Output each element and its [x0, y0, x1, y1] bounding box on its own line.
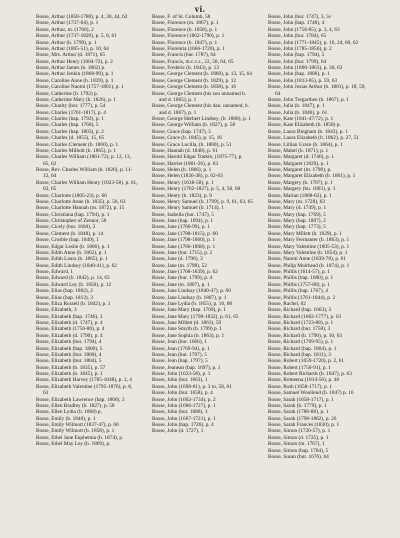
- index-entry: Bosse, Elizabeth (b. 1845), p. 1: [36, 371, 103, 377]
- index-entry: Bosse, Catherine (b. 1792) p.: [36, 90, 98, 97]
- index-entry: Bosse, John (bur. 1658), p. 4: [152, 390, 213, 397]
- index-entry: Bosse, Jane Lindsay (b. 1867), p. 1: [152, 294, 227, 301]
- index-entry: Bosse, Grace (bap. 1747), 5: [152, 128, 211, 135]
- index-entry: Bosse, Jane (m. 1807), p. 1: [152, 281, 210, 288]
- index-entry: Bosse, Phillis (1761-1844), p. 2: [268, 294, 336, 301]
- index-entry: Bosse, John (1800-1863), p. 30, 63: [268, 65, 343, 71]
- index-entry: Bosse, Caroline Naomi (1757-1801), p. 1: [36, 84, 124, 91]
- index-entry: Bosse, Richard (bur. 1758), 3: [268, 326, 331, 333]
- index-entry: Bosse, Eliza Russell (b. 1842), p. 1: [36, 300, 111, 307]
- index-entry: Bosse, Richard (1769-95), p. 1: [268, 339, 334, 346]
- index-entry: Bosse, Arthur Henry (1804-72), p. 2: [36, 58, 113, 65]
- index-entry: Bosse, Edward Ley (b. 1850), p. 12: [36, 281, 112, 288]
- index-entry: Bosse, Elias (bap. 1802), 2: [36, 288, 93, 295]
- index-entry: Bosse, Arthur (1805-51), p. 10, 64: [36, 45, 109, 52]
- index-entry: Bosse, Edith Anne (b. 1862), p. 1: [36, 249, 107, 256]
- index-entry: Bosse, Mary (bap. 1773), 5: [268, 224, 326, 231]
- index-entry: Bosse, Ellen Lydia (b. 1868) p.: [36, 409, 102, 416]
- index-entry: Bosse, Charlotte Hannah (m. 1872), p. 15: [36, 205, 125, 212]
- index-entry: Bosse, Jane (d. 1796), 3: [152, 256, 203, 263]
- index-entry: Bosse, Arthur Jenkin (1868-99), p. 1: [36, 71, 114, 78]
- index-entry: Bosse, Helen (1836-38), p. 62-63: [152, 173, 223, 180]
- index-entry: Bosse, Jane (1788-1815), p. 60: [152, 230, 218, 237]
- index-entry: Bosse, Christiana (bap. 1794), p. 1: [36, 211, 110, 218]
- index-entry: Bosse, Robert Richards (b. 1847), p. 63: [268, 371, 352, 377]
- index-entry: Bosse, Jane (1766-1808), p. 1: [152, 243, 216, 250]
- index-entry: Bosse, Elizabeth (b. 1835), p. 57: [36, 364, 106, 371]
- index-entry: Bosse, Cicely (bur. 1660), 2: [36, 224, 96, 231]
- index-entry: Bosse, Richard (bap. 1811), 3: [268, 351, 331, 358]
- index-entry: Bosse, Harriet (1801-26), p. 63: [152, 160, 219, 167]
- index-entry: Bosse, Laura Bingham (b. 1843), p. 1: [268, 128, 348, 135]
- index-entry: Bosse, Christopher of Zennor, 58: [36, 218, 107, 224]
- index-entry: Bosse, Jane (1768-1839), p. 62: [152, 269, 218, 275]
- index-entry: Bosse, John (1813-65), p. 59, 63: [268, 77, 338, 84]
- index-entry: Bosse, Margaret (d. 1746), p. 1: [268, 154, 334, 161]
- index-entry: Bosse, Simon (m. 1767), 1: [268, 441, 325, 448]
- index-entry: Bosse, John (bur. 1799), 64: [268, 58, 327, 65]
- index-entry: Bosse, Jane Mary (bap. 1769), p. 1: [152, 307, 226, 314]
- index-column-1: [36, 14, 138, 536]
- index-entry: Bosse, John (bap. 1748), 4: [268, 20, 325, 27]
- index-entry: Bosse, Laura Elizabeth (b. 1862), p. 27, 51: [268, 135, 359, 142]
- index-entry: Bosse, Jane (bap. 1694), p. 1: [152, 218, 214, 224]
- index-entry: Bosse, Phillis (bap. 1680), p. 1: [268, 275, 334, 282]
- index-entry: Bosse, Grace (b. 1845), p. 15, 16: [152, 135, 222, 142]
- index-entry: Bosse, Robert (1756-91), p. 1: [268, 364, 331, 371]
- index-entry: Bosse, Jean (bap. 1797), 5: [152, 358, 208, 365]
- index-entry: Bosse, Elizabeth (d. 1747), p. 4: [36, 320, 103, 326]
- index-entry: Bosse, George William (b. 1827), p. 58: [152, 122, 236, 129]
- index-entry: Bosse, Elizabeth (bap. 1800), 5: [36, 345, 103, 352]
- index-entry: Bosse, Charles Clement (b. 1860), p. 1: [36, 141, 119, 148]
- index-entry: Bosse, Richard (1723-88), p. 1: [268, 320, 334, 326]
- index-entry: Bosse, Jane (m. 1798), 52: [152, 262, 207, 269]
- index-entry: Bosse, Elizabeth, 3: [36, 307, 77, 314]
- index-entry: Bosse, Elizabeth (d. 1790), p. 4: [36, 332, 103, 339]
- index-entry: Bosse, John (1623-58), p. 1: [152, 371, 211, 377]
- index-entry: Bosse, Mary Fermanter (b. 1863), p. 1: [268, 237, 350, 244]
- index-entry: Bosse, John Josias Arthur (b. 1801), p. 18, 59, 64: [268, 84, 366, 97]
- index-entry: Bosse, Ethel May Ley (b. 1869), p.: [36, 441, 111, 448]
- index-entry: Bosse, Harold Edgar Tonkin, (1875-77), p.: [152, 154, 243, 161]
- index-entry: Bosse, Elizabeth (1756-80), p. 4: [36, 326, 105, 333]
- index-entry: Bosse, George Clement (b. 1829), p. 12: [152, 77, 237, 84]
- index-entry: Bosse, George Clement (b. 1838), p. 16: [152, 84, 237, 91]
- index-entry: Bosse, Jane Lydia (b. 1855), p. 16, 68: [152, 300, 233, 307]
- index-entry: Bosse, Caroline Anne (b. 1839), p. 1: [36, 77, 114, 84]
- index-entry: Bosse, Marian (1808-62), p. 1: [268, 192, 332, 199]
- index-entry: Bosse, Rachel, 62: [268, 300, 306, 307]
- index-entry: Bosse, Jean (1769-94), p. 1: [152, 345, 210, 352]
- index-entry: Bosse, Henry (1638-58), p. 1: [152, 179, 214, 186]
- index-entry: Bosse, Robert (1659-1720), p. 2, 61: [268, 358, 345, 365]
- index-entry: Bosse, Charles William Henry (1823-58), p. 61, 62, 65: [36, 179, 138, 193]
- index-entry: Bosse, Simon (1720-57), p. 1: [268, 428, 331, 435]
- index-entry: Bosse, Emily Wilmott (1837-47), p. 60: [36, 422, 119, 428]
- index-entry: Bosse, Richard (1682-1777), p. 63: [268, 313, 342, 320]
- index-entry: Bosse, Jane (1798-1860), p. 1: [152, 237, 216, 244]
- index-entry: Bosse, John (bap. 1794), 5: [268, 52, 325, 59]
- index-entry: Bosse, Jeanean (bap. 1697), p. 1: [152, 364, 221, 371]
- index-entry: Bosse, Phillis (1614-57), p. 1: [268, 269, 330, 275]
- index-entry: Bosse, Henry Samuel (b. 1799), p. 9, 61, 63, 65: [152, 198, 253, 205]
- index-entry: Bosse, Isabella (bur. 1747), 5: [152, 211, 214, 218]
- index-entry: Bosse, Grace Lucilla, (b. 1860), p. 51: [152, 141, 232, 148]
- index-columns: [36, 14, 370, 536]
- index-entry: Bosse, Samuel Woollend (b. 1847) p. 16: [268, 390, 354, 397]
- index-entry: Bosse, Jean (bur. 1797), 5: [152, 351, 207, 358]
- index-entry: Bosse, Elizabeth (bur. 1794), 4: [36, 339, 102, 346]
- index-entry: Bosse, Edward, 1: [36, 269, 74, 275]
- index-entry: Bosse, Charles (d. 1855), 15, 65: [36, 135, 105, 142]
- index-entry: Bosse, Mary Millett (b. 1829), p. 1: [268, 230, 342, 237]
- index-entry: Bosse, Emily Wilmott (b. 1858), p. 1: [36, 428, 115, 435]
- index-entry: Bosse, George Clement (his dau. unnamed, b. and d. 1867), p. 1: [152, 103, 249, 116]
- index-entry: Bosse, John (bur. 1663), 1: [152, 377, 208, 384]
- index-entry: Bosse, Henry Samuel (b. 1714), 1: [152, 205, 224, 212]
- index-entry: Bosse, Henry (b. 1823), p. 9: [152, 192, 212, 199]
- index-entry: Bosse, John (bur. 1747), 3, 5v: [268, 14, 332, 20]
- index-entry: Bosse, Simon (d. 1725), p. 1: [268, 434, 329, 441]
- index-entry: Bosse, Helen (b. 1866), p. 1: [152, 167, 212, 173]
- index-entry: Bosse, John (1785-1856), p. 2: [268, 45, 332, 52]
- index-entry: Bosse, Jane Mary (1798-1832), p. 61, 65: [152, 313, 239, 320]
- index-entry: Bosse, Edith Lindsey (1840-41), p. 62: [36, 262, 117, 269]
- index-entry: Bosse, Ethel Jane Euphemia (b. 1874), p.: [36, 434, 124, 441]
- index-entry: Bosse, John (1662-1734), p. 2: [152, 396, 216, 403]
- index-entry: Bosse, Arthur (1858-1780), p. 4, 30, 44, 62: [36, 14, 128, 20]
- index-entry: Bosse, Mary Valentine (1805-53), p. 1: [268, 243, 350, 250]
- index-entry: Bosse, Catherine Mary (b. 1826), p. 1: [36, 96, 117, 103]
- index-entry: Bosse, Margaret (m. 1798), p.: [268, 167, 332, 173]
- index-entry: Bosse, Francis (bur. 1787), 64: [152, 52, 216, 59]
- index-entry: Bosse, John Tregarthen (b. 1867), p. 1: [268, 96, 349, 103]
- index-entry: Bosse, John (bur. 1686), 3: [152, 409, 208, 416]
- index-entry: Bosse, Mary Valentine (b. 1854), p. 1: [268, 249, 348, 256]
- index-entry: Bosse, Mary (m. 1728), 63: [268, 198, 325, 205]
- index-entry: Bosse, Charles Milbolt (b. 1865), p. 1: [36, 147, 117, 154]
- index-entry: Bosse, George Clement (b. 1868), p. 13, 15, 64: [152, 71, 252, 78]
- index-entry: Bosse, Kate Elizabeth (b. 1858) p.: [268, 122, 341, 129]
- index-entry: Bosse, Charles (bap. 1792), p. 1: [36, 116, 104, 122]
- index-entry: Bosse, Jane (bur. 1715), p. 2: [152, 249, 213, 256]
- index-entry: Bosse, Jane Millett (d. 1861), 59: [152, 320, 222, 326]
- index-entry: Bosse, Charity (bur. 1777), p. 54: [36, 103, 106, 110]
- index-entry: Bosse, Elizabeth Lawrence (bap. 1806), 3: [36, 396, 125, 403]
- index-entry: Bosse, Florentia (1666-1720), p. 1: [152, 45, 225, 52]
- index-entry: Bosse, F. of St. Columb, 58: [152, 14, 211, 20]
- index-entry: Bosse, Richard (bap. 1804), p. 1: [268, 345, 337, 352]
- index-entry: Bosse, Julia (b. 1847), p. 1: [268, 103, 325, 110]
- index-entry: Bosse, John (1667-1721), p. 1: [152, 415, 216, 422]
- index-entry: Bosse, Susan (bur. 1676), 64: [268, 453, 329, 460]
- index-entry: Bosse, Philip Muirhead (b. 1874), p. 1: [268, 262, 350, 269]
- index-entry: Bosse, Charlotte (1805-23), p. 60: [36, 192, 107, 199]
- index-entry: Bosse, Margaret Elizabeth (b. 1861), p. 1: [268, 173, 356, 180]
- index-entry: Bosse, George Herbert Lindsey, (b. 1868), p. 1: [152, 116, 252, 122]
- index-entry: Bosse, Elizabeth (bur. 1804), 5: [36, 358, 102, 365]
- index-entry: Bosse, Jane (bur. 1799), p. 4: [152, 275, 213, 282]
- index-entry: Bosse, Elizabeth Harvey (1785-1848), p. 2, 4: [36, 377, 132, 384]
- index-entry: Bosse, Clement (b. 1848), p. 14: [36, 230, 104, 237]
- index-entry: Bosse, Edward (b. 1842), p. 14, 63: [36, 275, 110, 282]
- index-entry: Bosse, Phillis (bap. 1767), 4: [268, 288, 328, 295]
- index-entry: Bosse, Frederic (b. 1843), p. 13: [152, 65, 219, 71]
- index-entry: Bosse, Sarah (1798-1862), p. 26: [268, 415, 337, 422]
- index-entry: Bosse, Sarah (b. 1779), p. 1: [268, 402, 327, 409]
- index-entry: Bosse, Margery (b. 1787), p. 1: [268, 179, 333, 186]
- index-entry: Bosse, John (bap. 1726), p. 4: [152, 422, 214, 428]
- index-entry: Bosse, Mary (bap. 1807), 2: [268, 218, 326, 224]
- index-column-2: [152, 14, 254, 536]
- index-entry: Bosse, Jane Smyth (b. 1799) p. 1: [152, 326, 222, 333]
- index-entry: Bosse, Mary (bap. 1769), 5: [268, 211, 326, 218]
- index-entry: Bosse, Rev. Charles William (b. 1826), p. 11-12, 64: [36, 167, 133, 180]
- index-entry: Bosse, Emily (b. 1840), p. 1: [36, 415, 96, 422]
- index-entry: Bosse, Jane Sophia (b. 1863), p. 1: [152, 332, 225, 339]
- index-entry: Bosse, Lillian Grace (b. 1864), p. 1: [268, 141, 343, 148]
- index-entry: Bosse, Elizabeth Valentine (1795-1876), p. 8, 63: [36, 383, 133, 397]
- index-entry: Bosse, Charles (bap. 1760), 5: [36, 122, 99, 129]
- index-entry: Bosse, Hannah (d. 1848), p. 61: [152, 147, 218, 154]
- index-entry: Bosse, Naomi Anne (1839-78), p. 61: [268, 256, 346, 263]
- index-entry: Bosse, Ruth (1658-1717), p. 1: [268, 383, 333, 390]
- index-entry: Bosse, Arthur (1737-1820), p. 5, 8, 61: [36, 33, 117, 40]
- page-number: vi.: [194, 4, 206, 14]
- index-entry: Bosse, John (d. 1727), 1: [152, 428, 204, 435]
- index-entry: Bosse, Florence (b. 1847), p. 1: [152, 39, 218, 46]
- index-entry: Bosse, Charles William (1861-72), p. 12, 13, 65, 62: [36, 154, 131, 167]
- index-entry: Bosse, Margaret (1829), p. 1: [268, 160, 329, 167]
- index-entry: Bosse, Mabel (b. 1871), p. 1: [268, 147, 329, 154]
- index-entry: Bosse, Charlotte Anne (b. 1835), p. 56, 63: [36, 198, 126, 205]
- index-entry: Bosse, Arthur, m. (1760), 2: [36, 26, 94, 33]
- index-entry: Bosse, John (bur. 1784), 65: [268, 33, 327, 40]
- index-entry: Bosse, Simon (bap. 1784), 5: [268, 447, 329, 454]
- index-entry: Bosse, Margery (bu. 1803), p. 1: [268, 186, 336, 193]
- index-entry: Bosse, Edgar Leslie (b. 1866), p. 1: [36, 243, 110, 250]
- index-entry: Bosse, Crosbie (bap. 1849), 1: [36, 237, 99, 244]
- index-entry: Bosse, Romeena (1814-56), p. 48: [268, 377, 340, 384]
- index-entry: Bosse, Arthur (1737-64), p. 1: [36, 20, 99, 27]
- index-entry: Bosse, Mary (d. 1749), p. 1: [268, 205, 327, 212]
- index-entry: Bosse, Richard (bap. 1663), 3: [268, 307, 332, 314]
- index-entry: Bosse, Arthur James (b. 1862) p.: [36, 65, 106, 71]
- index-entry: Bosse, Sarah (1658-1717), p. 1: [268, 396, 334, 403]
- index-entry: Bosse, Jean (bur. 1666), 1: [152, 339, 207, 346]
- index-entry: Bosse, Florence (1862-1790), p. 1: [152, 33, 225, 40]
- index-entry: Bosse, Florence (m. 1867), p. 1: [152, 20, 219, 27]
- index-entry: Bosse, Kate (1841-47/72), p. 1: [268, 116, 334, 122]
- index-entry: Bosse, Richard (b. 1790), p. 10, 63: [268, 332, 343, 339]
- index-entry: Bosse, George Clement (his son unnamed b. and d. 1865), p. 1: [152, 90, 247, 103]
- index-entry: Bosse, Elizabeth (bur. 1800), 4: [36, 351, 102, 358]
- index-entry: Bosse, Jane Lindsay (1840-47), p. 60: [152, 288, 231, 295]
- index-entry: Bosse, Sarah Frances (1830), p. 1: [268, 422, 340, 428]
- index-column-3: [268, 14, 370, 536]
- index-entry: Bosse, Jane (1760-99), p. 1: [152, 224, 210, 231]
- index-entry: Bosse, John (1698-81), p. 3 to, 58, 61: [152, 383, 232, 390]
- index-entry: Bosse, Mrs. Arthur (d. 1871), 65: [36, 52, 106, 59]
- index-entry: Bosse, Charles (bap. 1803), p. 2: [36, 128, 104, 135]
- index-entry: Bosse, John (1686-1727), p. 1: [152, 402, 216, 409]
- index-entry: Bosse, John (bap. 1806), p. 1: [268, 71, 330, 78]
- index-entry: Bosse, Francis, m.c.c.s., 22, 58, 64, 65: [152, 58, 234, 65]
- index-entry: Bosse, Ellen Bradley (b. 1827), p. 58: [36, 402, 115, 409]
- index-entry: Bosse, Arthur (b. 1799), p. 1: [36, 39, 97, 46]
- index-entry: Bosse, John (1756-85), p. 3, 4, 63: [268, 26, 340, 33]
- index-entry: Bosse, Sarah (1786-88), p. 1: [268, 409, 329, 416]
- index-entry: Bosse, Elias (bap. 1813), 3: [36, 294, 93, 301]
- index-entry: Bosse, John (1771-1845), p. 10, 24, 60, 62: [268, 39, 359, 46]
- index-entry: Bosse, Elizabeth (bap. 1746), 3: [36, 313, 103, 320]
- index-entry: Bosse, Charles (1761-1817), p. 4: [36, 109, 106, 116]
- index-entry: Bosse, Julia (b. 1846), p. 61: [268, 109, 328, 116]
- index-entry: Bosse, Edith Laura (b. 1865), p. 1: [36, 256, 108, 263]
- index-entry: Bosse, Henry (1762-1827), p. 5, 4, 58, 68: [152, 186, 241, 193]
- index-entry: Bosse, Florence (b. 1858), p. 1: [152, 26, 218, 33]
- index-entry: Bosse, Phillis (1757-88), p. 1: [268, 281, 330, 288]
